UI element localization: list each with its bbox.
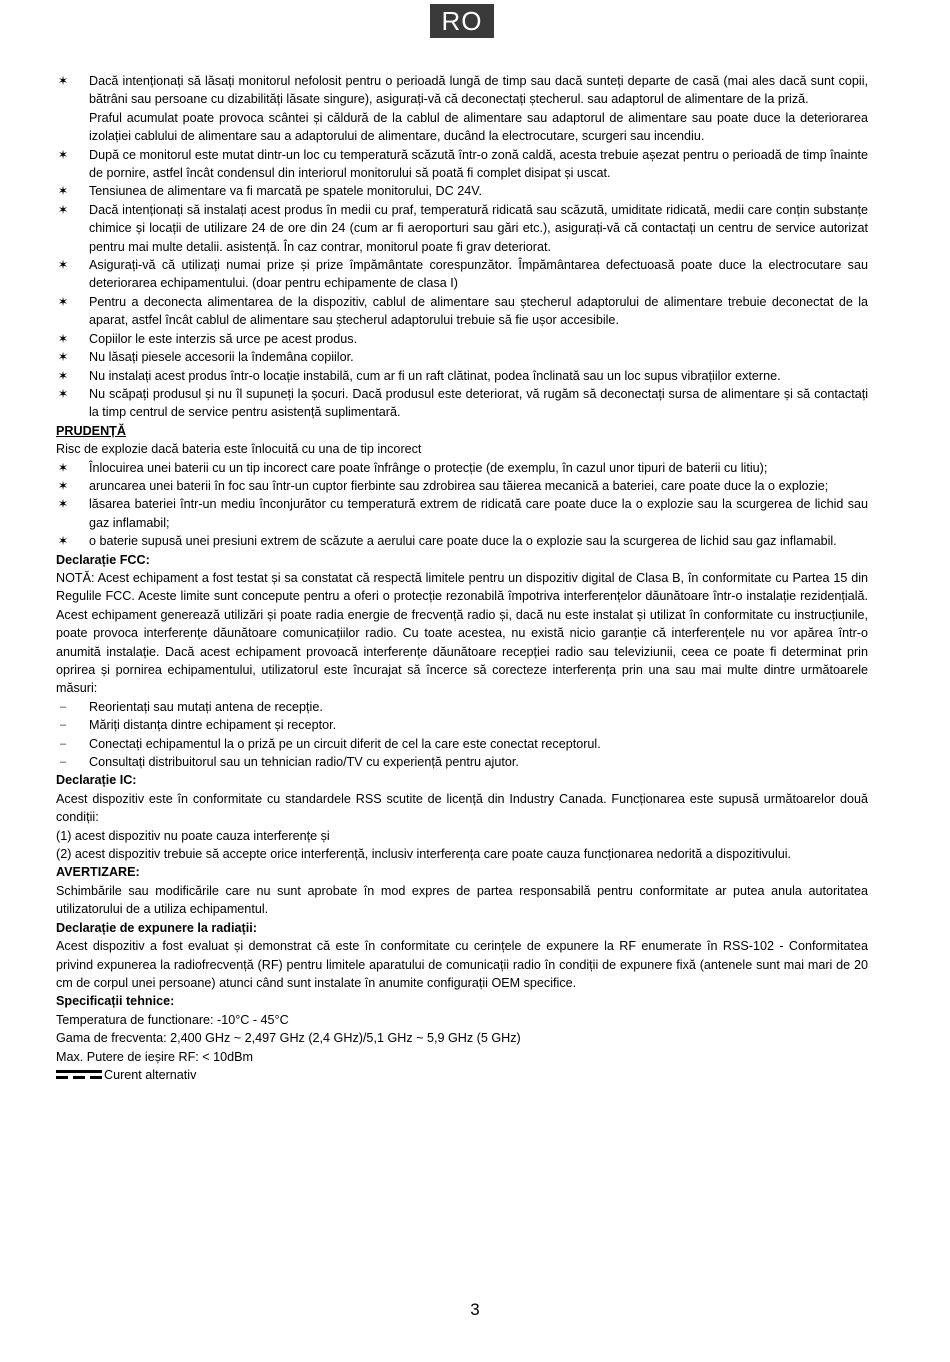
dash-bullet-icon: – xyxy=(59,700,67,713)
spec-current-label: Curent alternativ xyxy=(104,1067,197,1082)
list-item xyxy=(56,495,868,532)
list-item-text: Conectați echipamentul la o priză pe un circuit diferit de cel la care este conectat receptorul. xyxy=(89,736,601,751)
list-item xyxy=(56,459,868,477)
spec-frequency: Gama de frecventa: 2,400 GHz ~ 2,497 GHz (2,4 GHz)/5,1 GHz ~ 5,9 GHz (5 GHz) xyxy=(56,1031,521,1046)
list-item-text: Pentru a deconecta alimentarea de la dispozitiv, cablul de alimentare sau ștecherul adaptorului de alimentare trebuie deconectat de la aparat, astfel încât cablul de alimentare sau ștecherul adaptorului trebuie să fie ușor accesibile. xyxy=(89,294,868,328)
spec-power: Max. Putere de ieșire RF: < 10dBm xyxy=(56,1049,254,1064)
fcc-heading: Declarație FCC: xyxy=(56,552,150,567)
ic-heading: Declarație IC: xyxy=(56,773,137,788)
list-item xyxy=(56,182,868,200)
list-item xyxy=(56,532,868,550)
list-item-text: După ce monitorul este mutat dintr-un loc cu temperatură scăzută într-o zonă caldă, acesta trebuie așezat pentru o perioadă de timp înainte de pornire, astfel încât condensul din interiorul monitorului să poată fi complet disipat și uscat. xyxy=(89,147,868,181)
star-bullet-icon: ✶ xyxy=(57,478,69,493)
fcc-body: NOTĂ: Acest echipament a fost testat și sa constatat că respectă limitele pentru un dispozitiv digital de Clasa B, în conformitate cu Partea 15 din Regulile FCC. Aceste limite sunt concepute pentru a oferi o protecție rezonabilă împotriva interferențelor dăunătoare într-o instalație rezidențială. Acest echipament generează utilizări și poate radia energie de frecvență radio și, dacă nu este instalat și utilizat în conformitate cu instrucțiunile, poate provoca interferențe dăunătoare comunicațiilor radio. Cu toate acestea, nu există nicio garanție că interferențele nu vor apărea într-o anumită instalație. Dacă acest echipament provoacă interferențe dăunătoare recepției radio sau televiziunii, ceea ce poate fi determinat prin oprirea și pornirea echipamentului, utilizatorul este încurajat să încerce să corecteze interferența prin una sau mai multe dintre următoarele măsuri: xyxy=(56,570,868,696)
list-item-text: Dacă intenționați să instalați acest produs în medii cu praf, temperatură ridicată sau scăzută, umiditate ridicată, medii care conțin substanțe chimice și locații de utilizare 24 de ore din 24 (cum ar fi aeroporturi sau gări etc.), asigurați-vă că contactați un centru de service autorizat pentru mai multe detalii. asistență. În caz contrar, monitorul poate fi grav deteriorat. xyxy=(89,202,868,254)
dc-symbol-icon xyxy=(56,1069,102,1080)
list-item xyxy=(56,146,868,183)
spec-current-row xyxy=(56,1066,868,1084)
specs-heading: Specificații tehnice: xyxy=(56,994,175,1009)
ic-condition-1: (1) acest dispozitiv nu poate cauza interferențe și xyxy=(56,828,330,843)
star-bullet-icon: ✶ xyxy=(57,497,69,512)
list-item xyxy=(56,735,868,753)
star-bullet-icon: ✶ xyxy=(57,258,69,273)
fcc-measures-list xyxy=(56,698,868,772)
caution-list xyxy=(56,459,868,551)
star-bullet-icon: ✶ xyxy=(57,184,69,199)
list-item-text: Nu lăsați piesele accesorii la îndemâna copiilor. xyxy=(89,350,354,365)
list-item xyxy=(56,72,868,109)
caution-heading: PRUDENȚĂ xyxy=(56,423,126,438)
list-item-text: Dacă intenționați să lăsați monitorul nefolosit pentru o perioadă lungă de timp sau dacă sunteți departe de casă (mai ales dacă sunt copii, bătrâni sau persoane cu dizabilități lăsate singure), asigurați-vă că deconectați ștecherul. sau adaptorul de alimentare de la priză. xyxy=(89,74,868,107)
list-item xyxy=(56,348,868,366)
dust-paragraph: Praful acumulat poate provoca scântei și căldură de la cablul de alimentare sau adaptorul de alimentare sau poate duce la deteriorarea izolației cablului de alimentare sau a adaptorului de alimentare, ducând la electrocutare, scurgeri sau incendiu. xyxy=(89,110,868,144)
star-bullet-icon: ✶ xyxy=(57,74,69,88)
list-item-text: Nu instalați acest produs într-o locație instabilă, cum ar fi un raft clătinat, podea înclinată sau un loc supus vibrațiilor externe. xyxy=(89,368,781,383)
list-item-text: Tensiunea de alimentare va fi marcată pe spatele monitorului, DC 24V. xyxy=(89,184,482,199)
document-body xyxy=(56,72,868,1084)
star-bullet-icon: ✶ xyxy=(57,147,69,162)
list-item-text: Reorientați sau mutați antena de recepție. xyxy=(89,699,323,714)
list-item-text: Asigurați-vă că utilizați numai prize și prize împământate corespunzător. Împământarea defectuoasă poate duce la electrocutare sau deteriorarea echipamentului. (doar pentru echipamente de clasa I) xyxy=(89,258,868,291)
star-bullet-icon: ✶ xyxy=(57,350,69,365)
ic-condition-2: (2) acest dispozitiv trebuie să accepte orice interferență, inclusiv interferența care poate cauza funcționarea nedorită a dispozitivului. xyxy=(56,847,792,862)
dash-bullet-icon: – xyxy=(59,719,67,732)
list-item xyxy=(56,293,868,330)
page-number: 3 xyxy=(470,1300,480,1319)
list-item xyxy=(56,201,868,256)
list-item-text: lăsarea bateriei într-un mediu înconjurător cu temperatură extrem de ridicată care poate duce la o explozie sau la scurgerea de lichid sau gaz inflamabil; xyxy=(89,497,868,530)
dash-bullet-icon: – xyxy=(59,756,67,769)
radiation-body: Acest dispozitiv a fost evaluat și demonstrat că este în conformitate cu cerințele de expunere la RF enumerate în RSS-102 - Conformitatea privind expunerea la radiofrecvență (RF) pentru limitele aparatului de comunicații radio în condiții de expunere fixă (antenele sunt mai mari de 20 cm de corpul unei persoane) atunci când sunt instalate în anumite configurații OEM specifice. xyxy=(56,939,868,990)
list-item xyxy=(56,477,868,495)
star-bullet-icon: ✶ xyxy=(57,368,69,383)
language-badge: RO xyxy=(430,4,494,38)
list-item xyxy=(56,716,868,734)
safety-bullets-2 xyxy=(56,146,868,422)
list-item xyxy=(56,385,868,422)
ic-body: Acest dispozitiv este în conformitate cu standardele RSS scutite de licență din Industry Canada. Funcționarea este supusă următoarelor două condiții: xyxy=(56,791,868,825)
list-item-text: Copiilor le este interzis să urce pe acest produs. xyxy=(89,331,358,346)
star-bullet-icon: ✶ xyxy=(57,202,69,217)
safety-bullets-1 xyxy=(56,72,868,109)
star-bullet-icon: ✶ xyxy=(57,460,69,475)
list-item xyxy=(56,330,868,348)
star-bullet-icon: ✶ xyxy=(57,331,69,346)
list-item xyxy=(56,753,868,771)
star-bullet-icon: ✶ xyxy=(57,294,69,309)
star-bullet-icon: ✶ xyxy=(57,386,69,401)
list-item xyxy=(56,698,868,716)
list-item-text: Măriți distanța dintre echipament și receptor. xyxy=(89,718,337,733)
spec-temperature: Temperatura de functionare: -10°C - 45°C xyxy=(56,1012,289,1027)
list-item xyxy=(56,367,868,385)
list-item-text: Nu scăpați produsul și nu îl supuneți la șocuri. Dacă produsul este deteriorat, vă rugăm să deconectați sursa de alimentare și să contactați la timp centrul de service pentru asistență suplimentară. xyxy=(89,386,868,420)
list-item-text: Înlocuirea unei baterii cu un tip incorect care poate înfrânge o protecție (de exemplu, în cazul unor tipuri de baterii cu litiu); xyxy=(89,460,768,475)
list-item-text: Consultați distribuitorul sau un tehnician radio/TV cu experiență pentru ajutor. xyxy=(89,755,519,770)
radiation-heading: Declarație de expunere la radiații: xyxy=(56,920,257,935)
star-bullet-icon: ✶ xyxy=(57,534,69,549)
caution-intro: Risc de explozie dacă bateria este înlocuită cu una de tip incorect xyxy=(56,442,422,457)
list-item-text: o baterie supusă unei presiuni extrem de scăzute a aerului care poate duce la o explozie sau la scurgerea de lichid sau gaz inflamabil. xyxy=(89,534,837,549)
warning-body: Schimbările sau modificările care nu sunt aprobate în mod expres de partea responsabilă pentru conformitate ar putea anula autoritatea utilizatorului de a utiliza echipamentul. xyxy=(56,883,868,917)
list-item xyxy=(56,256,868,293)
warning-heading: AVERTIZARE: xyxy=(56,865,140,880)
dash-bullet-icon: – xyxy=(59,737,67,750)
list-item-text: aruncarea unei baterii în foc sau într-un cuptor fierbinte sau zdrobirea sau tăierea mecanică a bateriei, care poate duce la o explozie; xyxy=(89,478,829,493)
